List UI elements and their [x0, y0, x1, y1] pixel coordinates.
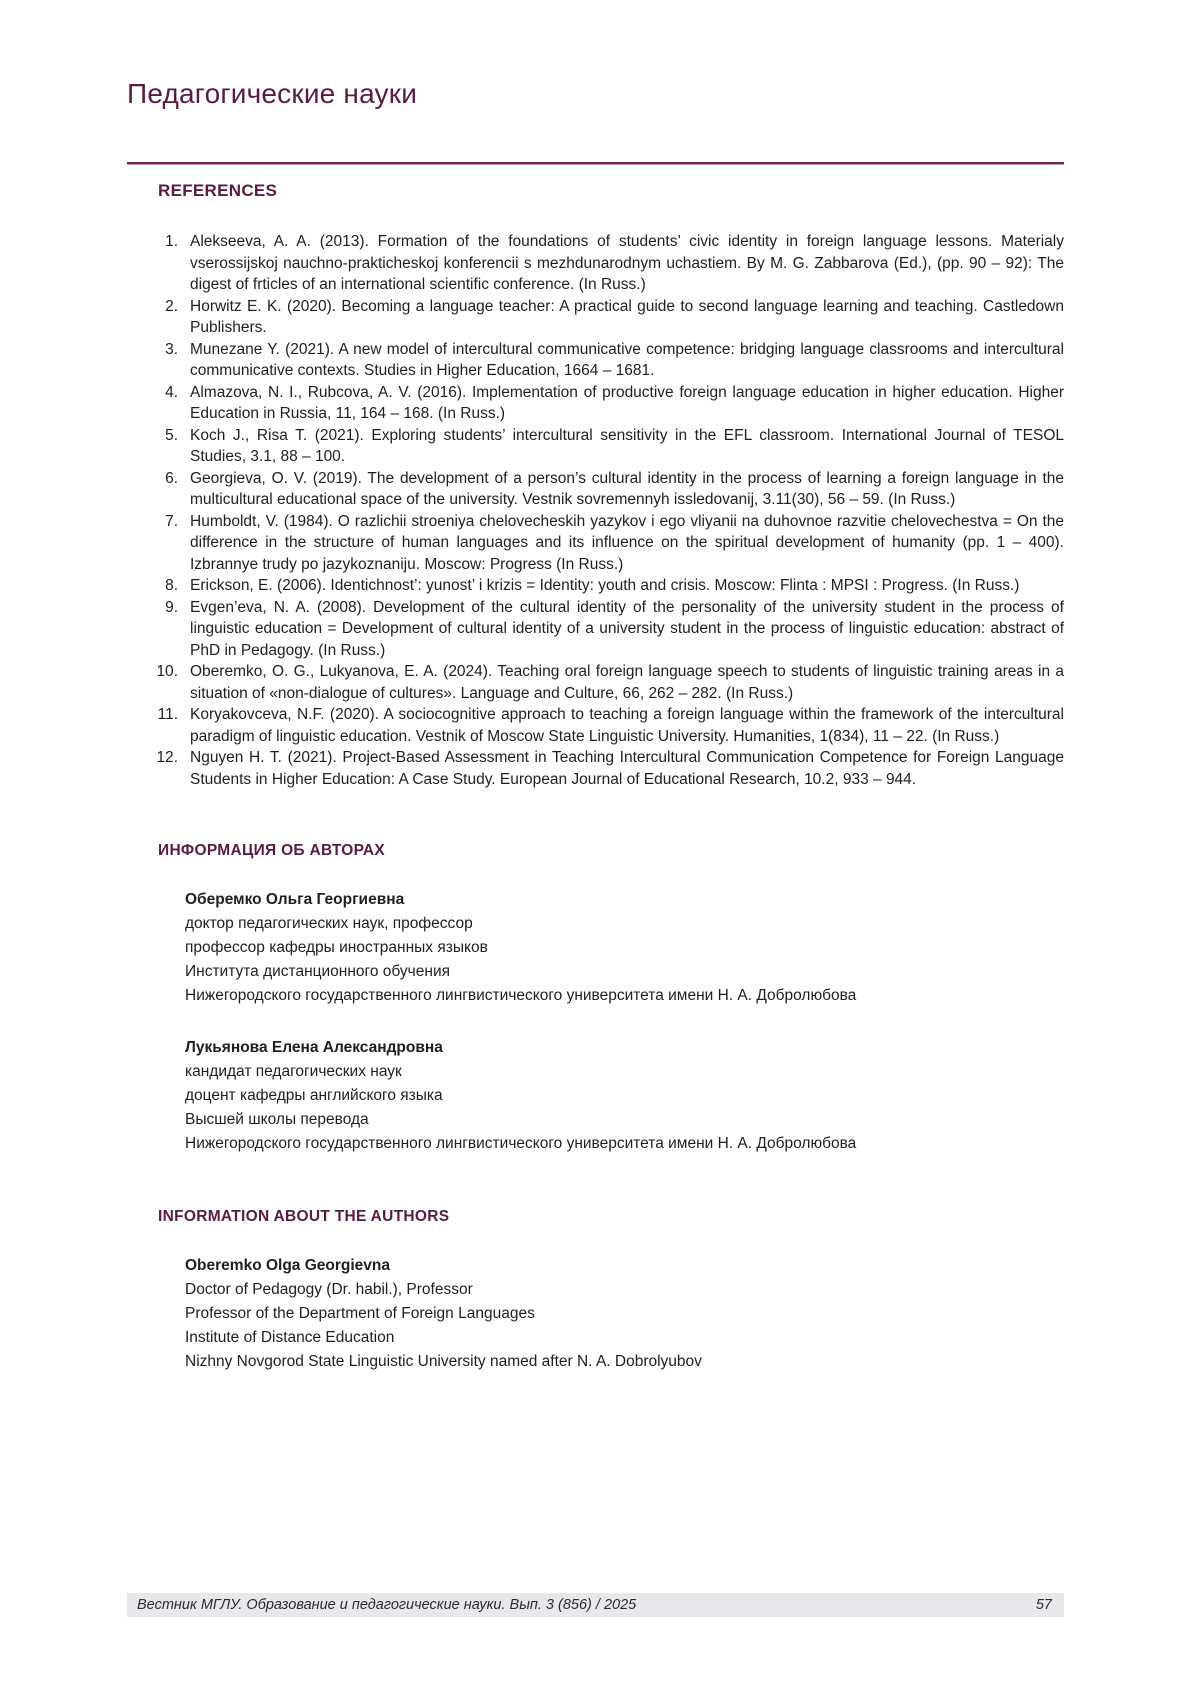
reference-item: Erickson, E. (2006). Identichnost’: yunost’ i krizis = Identity: youth and crisis. Moscow: Flinta : MPSI : Progress. (In Russ.) — [190, 577, 1020, 594]
author-detail-line: Institute of Distance Education — [185, 1329, 395, 1346]
page-footer — [127, 1593, 1064, 1617]
author-block — [185, 1254, 1064, 1374]
reference-item: Georgieva, O. V. (2019). The development of a person’s cultural identity in the process of learning a foreign language in the multicultural educational space of the university. Vestnik sovremennyh issledovanij, 3.11(30), 56 – 59. (In Russ.) — [190, 469, 1064, 508]
author-detail-line: доцент кафедры английского языка — [185, 1087, 443, 1104]
author-detail-line: кандидат педагогических наук — [185, 1063, 402, 1080]
footer-page-number: 57 — [1035, 1597, 1052, 1613]
reference-item: Koch J., Risa T. (2021). Exploring students’ intercultural sensitivity in the EFL classroom. International Journal of TESOL Studies, 3.1, 88 – 100. — [190, 426, 1064, 465]
author-name: Оберемко Ольга Георгиевна — [185, 891, 405, 908]
author-detail-line: Doctor of Pedagogy (Dr. habil.), Professor — [185, 1281, 473, 1298]
author-detail-line: Института дистанционного обучения — [185, 963, 450, 980]
reference-item: Koryakovceva, N.F. (2020). A sociocognitive approach to teaching a foreign language within the framework of the intercultural paradigm of linguistic education. Vestnik of Moscow State Linguistic University. Humanities, 1(834), 11 – 22. (In Russ.) — [190, 706, 1064, 745]
author-block — [185, 888, 1064, 1008]
footer-journal-title: Вестник МГЛУ. Образование и педагогические науки. Вып. 3 (856) / 2025 — [137, 1597, 637, 1613]
author-detail-line: Нижегородского государственного лингвистического университета имени Н. А. Добролюбова — [185, 1135, 857, 1152]
authors-ru-heading: ИНФОРМАЦИЯ ОБ АВТОРАХ — [158, 842, 386, 859]
reference-item: Nguyen H. T. (2021). Project-Based Assessment in Teaching Intercultural Communication Competence for Foreign Language Students in Higher Education: A Case Study. European Journal of Educational Research, 10.2, 933 – 944. — [190, 749, 1064, 788]
authors-en-list — [185, 1254, 1064, 1374]
author-name: Лукьянова Елена Александровна — [185, 1039, 443, 1056]
author-detail-line: Высшей школы перевода — [185, 1111, 369, 1128]
reference-item: Oberemko, O. G., Lukyanova, E. A. (2024). Teaching oral foreign language speech to students of linguistic training areas in a situation of «non-dialogue of cultures». Language and Culture, 66, 262 – 282. (In Russ.) — [190, 663, 1064, 702]
page-title: Педагогические науки — [127, 78, 418, 109]
author-detail-line: Professor of the Department of Foreign Languages — [185, 1305, 535, 1322]
author-detail-line: профессор кафедры иностранных языков — [185, 939, 488, 956]
author-detail-line: Nizhny Novgorod State Linguistic University named after N. A. Dobrolyubov — [185, 1353, 702, 1370]
authors-en-heading: INFORMATION ABOUT THE AUTHORS — [158, 1208, 450, 1225]
reference-item: Evgen’eva, N. A. (2008). Development of the cultural identity of the personality of the university student in the process of linguistic education = Development of cultural identity of a university student in the process of linguistic education: abstract of PhD in Pedagogy. (In Russ.) — [190, 598, 1064, 659]
reference-item: Humboldt, V. (1984). O razlichii stroeniya chelovecheskih yazykov i ego vliyanii na duhovnoe razvitie chelovechestva = On the difference in the structure of human languages and its influence on the spiritual development of humanity (pp. 1 – 400). Izbrannye trudy po jazykoznaniju. Moscow: Progress (In Russ.) — [190, 512, 1064, 573]
reference-item: Alekseeva, A. A. (2013). Formation of the foundations of students’ civic identity in foreign language lessons. Materialy vserossijskoj nauchno-prakticheskoj konferencii s mezhdunarodnym uchastiem. By M. G. Zabbarova (Ed.), (pp. 90 – 92): The digest of frticles of an international scientific conference. (In Russ.) — [190, 233, 1064, 293]
references-list — [127, 231, 1064, 790]
section-divider-line — [127, 162, 1064, 165]
author-name: Oberemko Olga Georgievna — [185, 1257, 391, 1274]
page-content — [127, 0, 1064, 1374]
author-block — [185, 1036, 1064, 1156]
author-detail-line: доктор педагогических наук, профессор — [185, 915, 473, 932]
references-heading: REFERENCES — [158, 181, 278, 200]
reference-item: Horwitz E. K. (2020). Becoming a language teacher: A practical guide to second language learning and teaching. Castledown Publishers. — [190, 297, 1064, 336]
reference-item: Almazova, N. I., Rubcova, A. V. (2016). Implementation of productive foreign language education in higher education. Higher Education in Russia, 11, 164 – 168. (In Russ.) — [190, 383, 1064, 422]
authors-ru-list — [185, 888, 1064, 1156]
author-detail-line: Нижегородского государственного лингвистического университета имени Н. А. Добролюбова — [185, 987, 857, 1004]
reference-item: Munezane Y. (2021). A new model of intercultural communicative competence: bridging language classrooms and intercultural communicative contexts. Studies in Higher Education, 1664 – 1681. — [190, 340, 1064, 379]
